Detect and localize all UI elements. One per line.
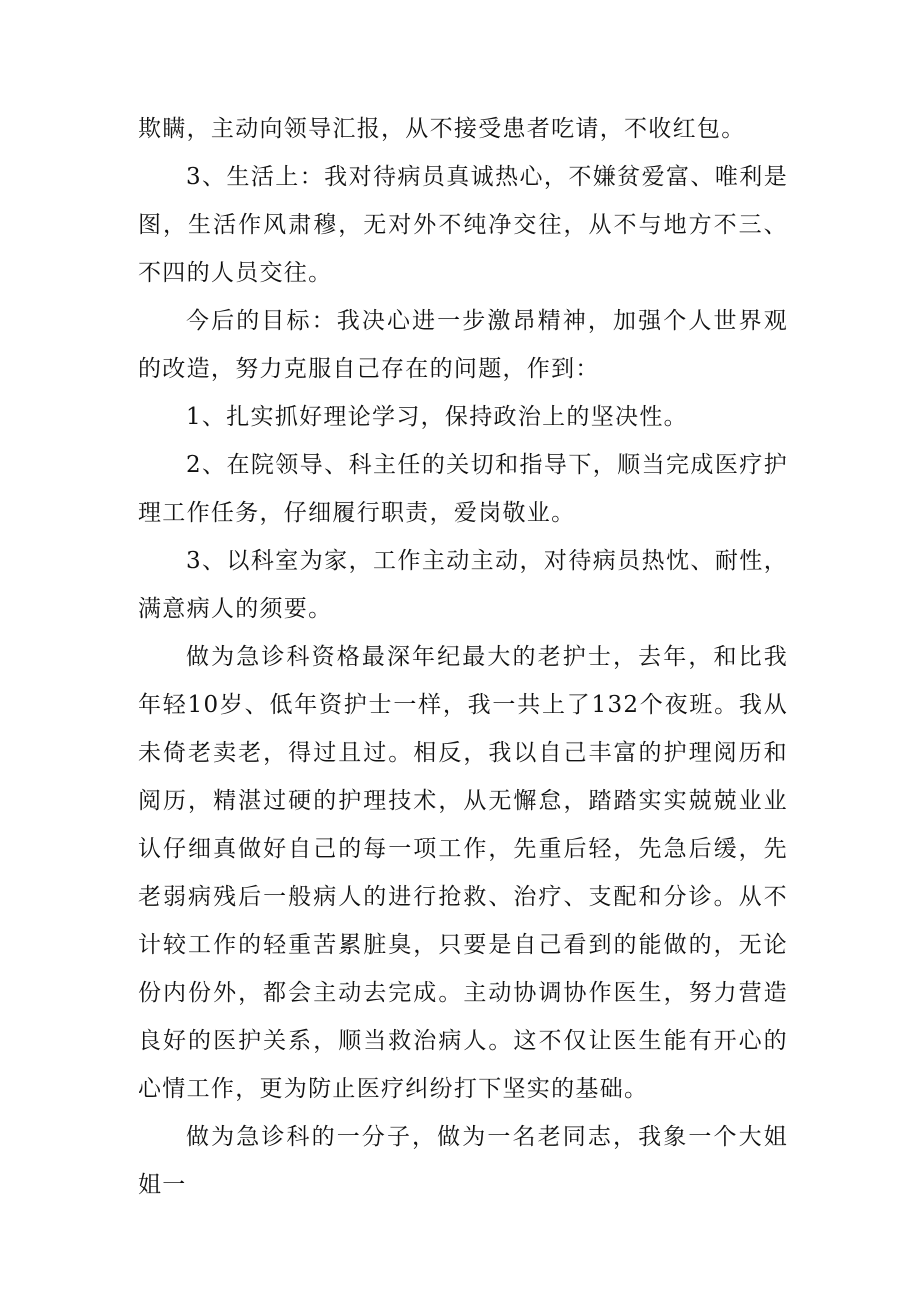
paragraph-life: 3、生活上：我对待病员真诚热心，不嫌贫爱富、唯利是图，生活作风肃穆，无对外不纯净交往，从不与地方不三、不四的人员交往。 — [138, 164, 788, 286]
paragraph-goal-3: 3、以科室为家，工作主动主动，对待病员热忱、耐性，满意病人的须要。 — [138, 548, 788, 622]
paragraph-goals: 今后的目标：我决心进一步激昂精神，加强个人世界观的改造，努力克服自己存在的问题，作到： — [138, 308, 788, 382]
document-body — [138, 105, 788, 1209]
paragraph-goal-2: 2、在院领导、科主任的关切和指导下，顺当完成医疗护理工作任务，仔细履行职责，爱岗敬业。 — [138, 452, 788, 526]
paragraph-experience: 做为急诊科资格最深年纪最大的老护士，去年，和比我年轻10岁、低年资护士一样，我一共上了132个夜班。我从未倚老卖老，得过且过。相反，我以自己丰富的护理阅历和阅历，精湛过硬的护理技术，从无懈怠，踏踏实实兢兢业业认仔细真做好自己的每一项工作，先重后轻，先急后缓，先老弱病残后一般病人的进行抢救、治疗、支配和分诊。从不计较工作的轻重苦累脏臭，只要是自己看到的能做的，无论份内份外，都会主动去完成。主动协调协作医生，努力营造良好的医护关系，顺当救治病人。这不仅让医生能有开心的心情工作，更为防止医疗纠纷打下坚实的基础。 — [138, 644, 788, 1102]
paragraph-goal-1: 1、扎实抓好理论学习，保持政治上的坚决性。 — [186, 404, 688, 430]
paragraph-member: 做为急诊科的一分子，做为一名老同志，我象一个大姐姐一 — [138, 1124, 788, 1198]
paragraph-continuation: 欺瞒，主动向领导汇报，从不接受患者吃请，不收红包。 — [138, 116, 746, 142]
